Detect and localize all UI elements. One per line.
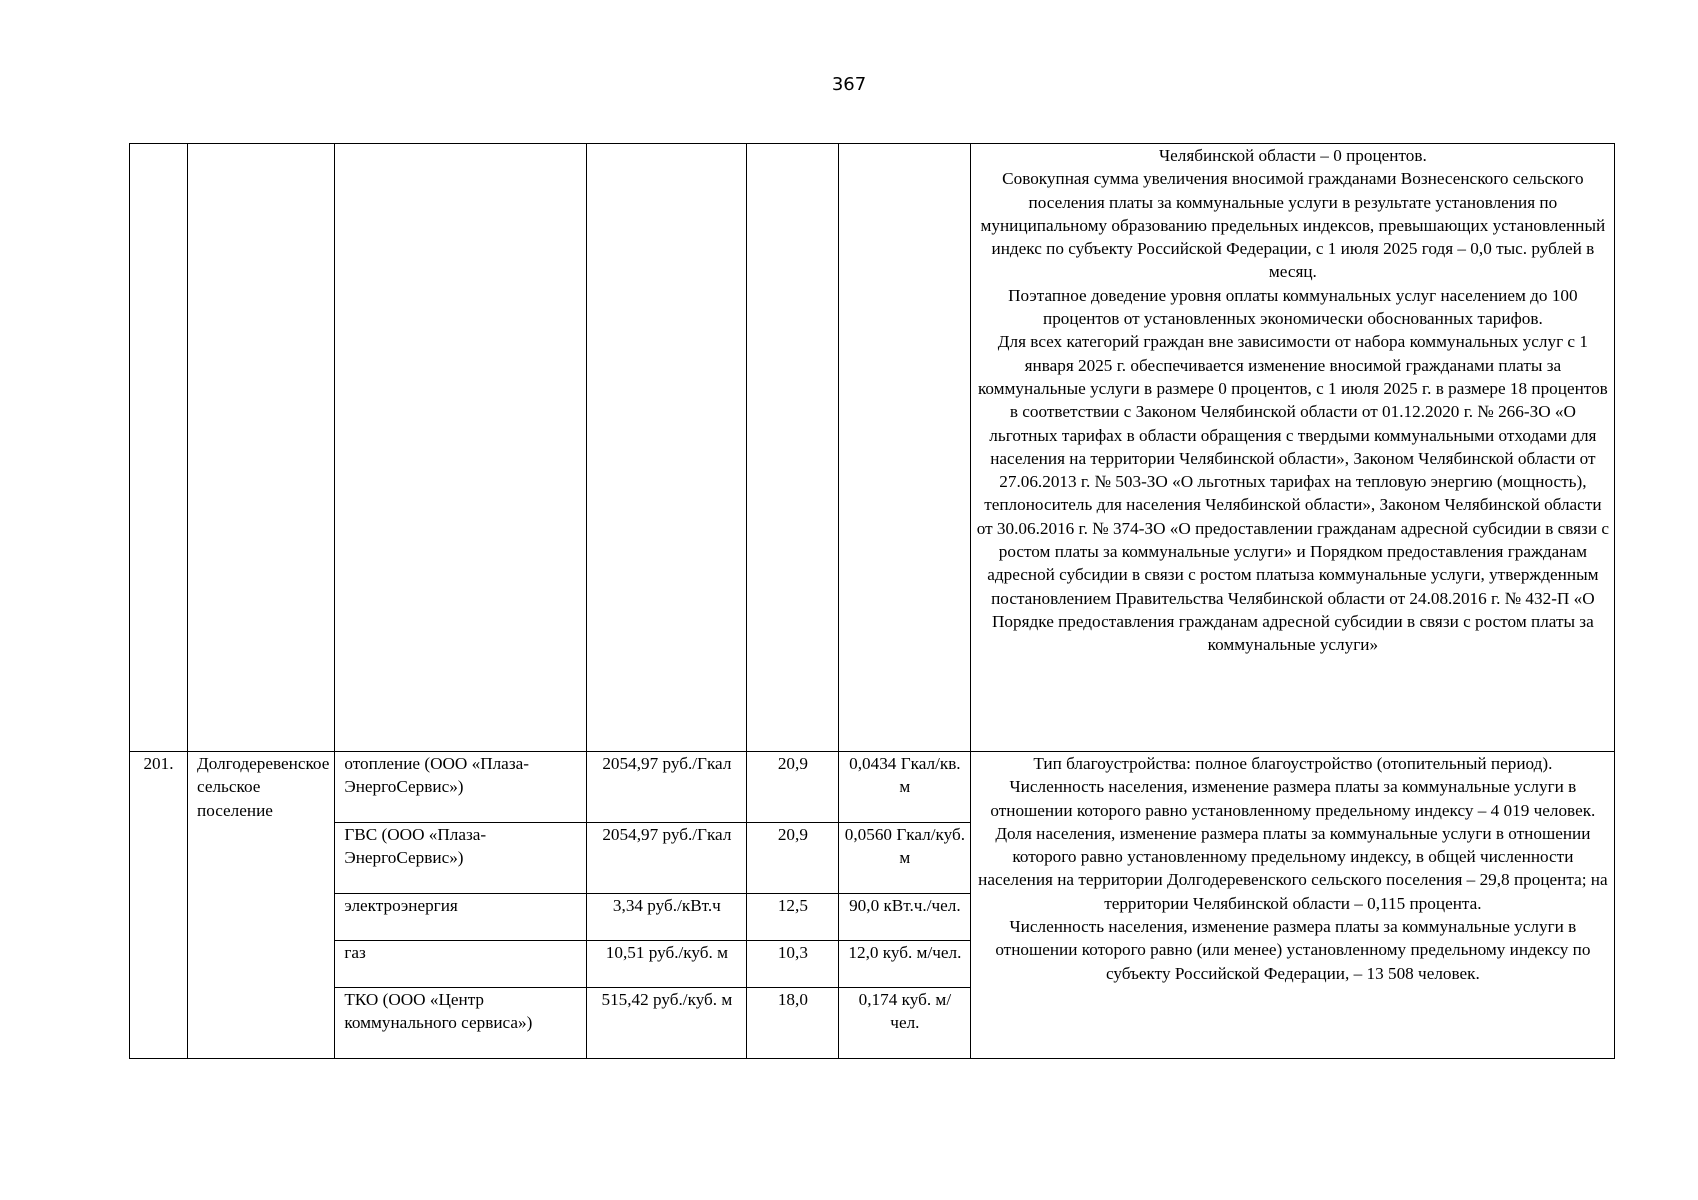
entry-note-paragraph: Численность населения, изменение размера платы за коммунальные услуги в отношении которого равно установленному предельному индексу – 4 019 человек.	[990, 777, 1596, 820]
entry-municipality: Долгодеревенское сельское поселение	[188, 752, 335, 1059]
service-name: газ	[335, 941, 587, 988]
service-index: 12,5	[747, 894, 839, 941]
service-index: 20,9	[747, 752, 839, 823]
continued-note-paragraph: Совокупная сумма увеличения вносимой гражданами Вознесенского сельского поселения платы за коммунальные услуги в результате установления по муниципальному образованию предельных индексов, превышающих установленный индекс по субъекту Российской Федерации, с 1 июля 2025 годя – 0,0 тыс. рублей в месяц.	[980, 169, 1606, 282]
service-tariff: 3,34 руб./кВт.ч	[587, 894, 747, 941]
entry-notes-cell	[971, 752, 1615, 1059]
service-tariff: 515,42 руб./куб. м	[587, 988, 747, 1059]
continued-tariff-cell	[587, 144, 747, 752]
service-name: ТКО (ООО «Центр коммунального сервиса»)	[335, 988, 587, 1059]
continued-volume-cell	[839, 144, 971, 752]
continued-notes-cell	[971, 144, 1615, 752]
entry-note-paragraph: Численность населения, изменение размера платы за коммунальные услуги в отношении которого равно (или менее) установленному предельному индексу по субъекту Российской Федерации, – 13 508 человек.	[995, 917, 1591, 983]
entry-number: 201.	[130, 752, 188, 1059]
service-tariff: 2054,97 руб./Гкал	[587, 752, 747, 823]
continued-row	[130, 144, 1615, 752]
service-volume: 0,0434 Гкал/кв. м	[839, 752, 971, 823]
service-volume: 90,0 кВт.ч./чел.	[839, 894, 971, 941]
entry-note-paragraph: Тип благоустройства: полное благоустройство (отопительный период).	[1033, 754, 1553, 773]
service-name: ГВС (ООО «Плаза-ЭнергоСервис»)	[335, 823, 587, 894]
continued-municipality-cell	[188, 144, 335, 752]
entry-note-paragraph: Доля населения, изменение размера платы за коммунальные услуги в отношении которого равно установленному предельному индексу, в общей численности населения на территории Долгодеревенского сельского поселения – 29,8 процента; на территории Челябинской области – 0,115 процента.	[978, 823, 1608, 913]
service-index: 18,0	[747, 988, 839, 1059]
service-tariff: 10,51 руб./куб. м	[587, 941, 747, 988]
continued-number-cell	[130, 144, 188, 752]
service-volume: 0,174 куб. м/чел.	[839, 988, 971, 1059]
continued-service-cell	[335, 144, 587, 752]
tariff-table	[129, 143, 1615, 1059]
service-name: электроэнергия	[335, 894, 587, 941]
entry-row-service-1	[130, 752, 1615, 823]
continued-note-paragraph: Поэтапное доведение уровня оплаты коммунальных услуг населением до 100 процентов от установленных экономически обоснованных тарифов.	[1008, 285, 1578, 329]
service-index: 10,3	[747, 941, 839, 988]
continued-index-cell	[747, 144, 839, 752]
service-volume: 12,0 куб. м/чел.	[839, 941, 971, 988]
continued-note-paragraph: Челябинской области – 0 процентов.	[1158, 146, 1427, 165]
service-volume: 0,0560 Гкал/куб. м	[839, 823, 971, 894]
page-number: 367	[831, 74, 867, 95]
service-name: отопление (ООО «Плаза-ЭнергоСервис»)	[335, 752, 587, 823]
service-index: 20,9	[747, 823, 839, 894]
service-tariff: 2054,97 руб./Гкал	[587, 823, 747, 894]
continued-note-paragraph: Для всех категорий граждан вне зависимости от набора коммунальных услуг с 1 января 2025 г. обеспечивается изменение вносимой гражданами платы за коммунальные услуги в размере 0 процентов, с 1 июля 2025 г. в размере 18 процентов в соответствии с Законом Челябинской области от 01.12.2020 г. № 266-ЗО «О льготных тарифах в области обращения с твердыми коммунальными отходами для населения на территории Челябинской области», Законом Челябинской области от 27.06.2013 г. № 503-ЗО «О льготных тарифах на тепловую энергию (мощность), теплоноситель для населения Челябинской области», Законом Челябинской области от 30.06.2016 г. № 374-ЗО «О предоставлении гражданам адресной субсидии в связи с ростом платы за коммунальные услуги» и Порядком предоставления гражданам адресной субсидии в связи с ростом платыза коммунальные услуги, утвержденным постановлением Правительства Челябинской области от 24.08.2016 г. № 432-П «О Порядке предоставления гражданам адресной субсидии в связи с ростом платы за коммунальные услуги»	[976, 332, 1609, 655]
